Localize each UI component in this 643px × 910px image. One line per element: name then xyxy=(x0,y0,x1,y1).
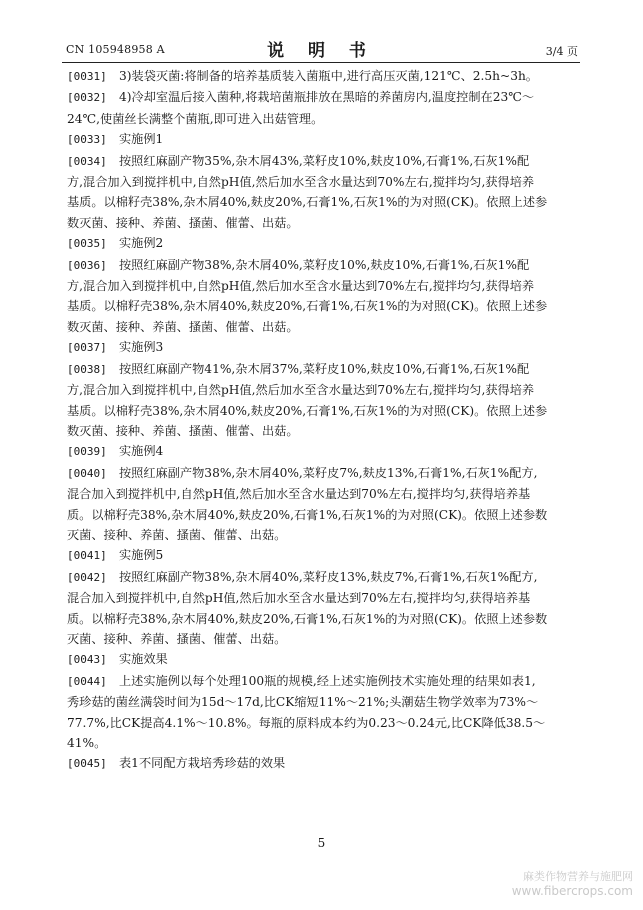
paragraph-line: 方,混合加入到搅拌机中,自然pH值,然后加水至含水量达到70%左右,搅拌均匀,获得培养 xyxy=(67,175,535,190)
paragraph-text: 实施例5 xyxy=(119,548,164,563)
paragraph-line: 77.7%,比CK提高4.1%～10.8%。每瓶的原料成本约为0.23～0.24元,比CK降低38.5～ xyxy=(67,715,546,730)
paragraph-number: [0037] xyxy=(67,341,107,355)
paragraph-number: [0045] xyxy=(67,757,107,771)
watermark-site-name: 麻类作物营养与施肥网 xyxy=(523,870,633,883)
paragraph-line: 41%。 xyxy=(67,736,107,750)
paragraph-text: 按照红麻副产物38%,杂木屑40%,菜籽皮10%,麸皮10%,石膏1%,石灰1%配 xyxy=(119,257,530,272)
paragraph xyxy=(67,441,579,462)
paragraph-line: 24℃,使菌丝长满整个菌瓶,即可进入出菇管理。 xyxy=(67,111,324,126)
paragraph-number: [0038] xyxy=(67,362,107,376)
paragraph-text: 按照红麻副产物35%,杂木屑43%,菜籽皮10%,麸皮10%,石膏1%,石灰1%配 xyxy=(119,153,530,168)
paragraph-number: [0031] xyxy=(67,70,107,83)
paragraph-number: [0032] xyxy=(67,91,107,105)
paragraph xyxy=(67,567,579,650)
paragraph-text: 4)冷却室温后接入菌种,将栽培菌瓶排放在黑暗的养菌房内,温度控制在23℃～ xyxy=(119,90,535,105)
paragraph-number: [0035] xyxy=(67,237,107,251)
paragraph-line xyxy=(67,753,579,774)
paragraph-number: [0041] xyxy=(67,549,107,563)
paragraph-text: 3)装袋灭菌:将制备的培养基质装入菌瓶中,进行高压灭菌,121℃、2.5h~3h。 xyxy=(119,69,538,83)
paragraph-number: [0036] xyxy=(67,258,107,272)
paragraph-line xyxy=(67,671,579,692)
paragraph-number: [0042] xyxy=(67,570,107,584)
paragraph-line xyxy=(67,337,579,358)
publication-number: CN 105948958 A xyxy=(66,43,165,56)
paragraph-line: 灭菌、接种、养菌、搔菌、催蕾、出菇。 xyxy=(67,527,287,542)
watermark xyxy=(512,870,633,898)
paragraph-line: 基质。以棉籽壳38%,杂木屑40%,麸皮20%,石膏1%,石灰1%的为对照(CK)。依照上述参 xyxy=(67,403,548,418)
paragraph-text: 按照红麻副产物41%,杂木屑37%,菜籽皮10%,麸皮10%,石膏1%,石灰1%配 xyxy=(119,361,530,376)
paragraph-text: 实施例3 xyxy=(119,340,164,355)
paragraph-line: 质。以棉籽壳38%,杂木屑40%,麸皮20%,石膏1%,石灰1%的为对照(CK)。依照上述参数 xyxy=(67,611,548,626)
paragraph xyxy=(67,545,579,566)
paragraph xyxy=(67,359,579,442)
paragraph-line: 基质。以棉籽壳38%,杂木屑40%,麸皮20%,石膏1%,石灰1%的为对照(CK)。依照上述参 xyxy=(67,195,548,210)
watermark-url: www.fibercrops.com xyxy=(511,884,633,898)
paragraph-text: 实施效果 xyxy=(119,652,168,667)
paragraph xyxy=(67,151,579,234)
paragraph-number: [0033] xyxy=(67,133,107,147)
paragraph-line: 混合加入到搅拌机中,自然pH值,然后加水至含水量达到70%左右,搅拌均匀,获得培养基 xyxy=(67,487,531,502)
paragraph-line: 混合加入到搅拌机中,自然pH值,然后加水至含水量达到70%左右,搅拌均匀,获得培养基 xyxy=(67,591,531,606)
paragraph-line: 数灭菌、接种、养菌、搔菌、催蕾、出菇。 xyxy=(67,319,299,334)
paragraph-text: 上述实施例以每个处理100瓶的规模,经上述实施例技术实施处理的结果如表1, xyxy=(119,673,536,688)
paragraph xyxy=(67,463,579,546)
paragraph xyxy=(67,87,579,129)
paragraph-line xyxy=(67,463,579,484)
paragraph xyxy=(67,255,579,338)
paragraph-text: 按照红麻副产物38%,杂木屑40%,菜籽皮13%,麸皮7%,石膏1%,石灰1%配方, xyxy=(119,569,538,584)
paragraph-line xyxy=(67,255,579,276)
paragraph-line: 数灭菌、接种、养菌、搔菌、催蕾、出菇。 xyxy=(67,423,299,438)
paragraph-line: 灭菌、接种、养菌、搔菌、催蕾、出菇。 xyxy=(67,631,287,646)
document-title: 说 明 书 xyxy=(267,41,375,61)
document-body xyxy=(67,66,579,775)
paragraph xyxy=(67,129,579,150)
paragraph xyxy=(67,671,579,754)
paragraph-line: 秀珍菇的菌丝满袋时间为15d～17d,比CK缩短11%～21%;头潮菇生物学效率为73%～ xyxy=(67,695,539,710)
paragraph-number: [0034] xyxy=(67,154,107,168)
paragraph-line xyxy=(67,567,579,588)
paragraph-number: [0040] xyxy=(67,466,107,480)
paragraph-line xyxy=(67,649,579,670)
paragraph xyxy=(67,337,579,358)
paragraph-line xyxy=(67,359,579,380)
page-header xyxy=(62,36,580,60)
paragraph-line xyxy=(67,129,579,150)
page-count: 3/4 页 xyxy=(545,45,578,58)
paragraph xyxy=(67,233,579,254)
paragraph xyxy=(67,753,579,774)
paragraph-line xyxy=(67,441,579,462)
paragraph-line xyxy=(67,151,579,172)
paragraph-text: 实施例1 xyxy=(119,132,164,147)
paragraph-line: 基质。以棉籽壳38%,杂木屑40%,麸皮20%,石膏1%,石灰1%的为对照(CK)。依照上述参 xyxy=(67,299,548,314)
paragraph-text: 实施例4 xyxy=(119,444,164,459)
paragraph xyxy=(67,66,579,87)
paragraph-line xyxy=(67,545,579,566)
paragraph-number: [0039] xyxy=(67,445,107,459)
paragraph-line xyxy=(67,233,579,254)
paragraph-line xyxy=(67,87,579,108)
paragraph xyxy=(67,649,579,670)
paragraph-line: 数灭菌、接种、养菌、搔菌、催蕾、出菇。 xyxy=(67,215,299,230)
paragraph-text: 实施例2 xyxy=(119,236,164,251)
paragraph-text: 按照红麻副产物38%,杂木屑40%,菜籽皮7%,麸皮13%,石膏1%,石灰1%配方, xyxy=(119,465,538,480)
paragraph-line: 方,混合加入到搅拌机中,自然pH值,然后加水至含水量达到70%左右,搅拌均匀,获得培养 xyxy=(67,383,535,398)
paragraph-number: [0043] xyxy=(67,653,107,667)
paragraph-line: 质。以棉籽壳38%,杂木屑40%,麸皮20%,石膏1%,石灰1%的为对照(CK)。依照上述参数 xyxy=(67,507,548,522)
page-number: 5 xyxy=(317,836,326,850)
paragraph-line xyxy=(67,66,579,87)
paragraph-number: [0044] xyxy=(67,674,107,688)
header-rule xyxy=(62,62,580,63)
paragraph-line: 方,混合加入到搅拌机中,自然pH值,然后加水至含水量达到70%左右,搅拌均匀,获得培养 xyxy=(67,279,535,294)
paragraph-text: 表1不同配方栽培秀珍菇的效果 xyxy=(119,756,286,771)
